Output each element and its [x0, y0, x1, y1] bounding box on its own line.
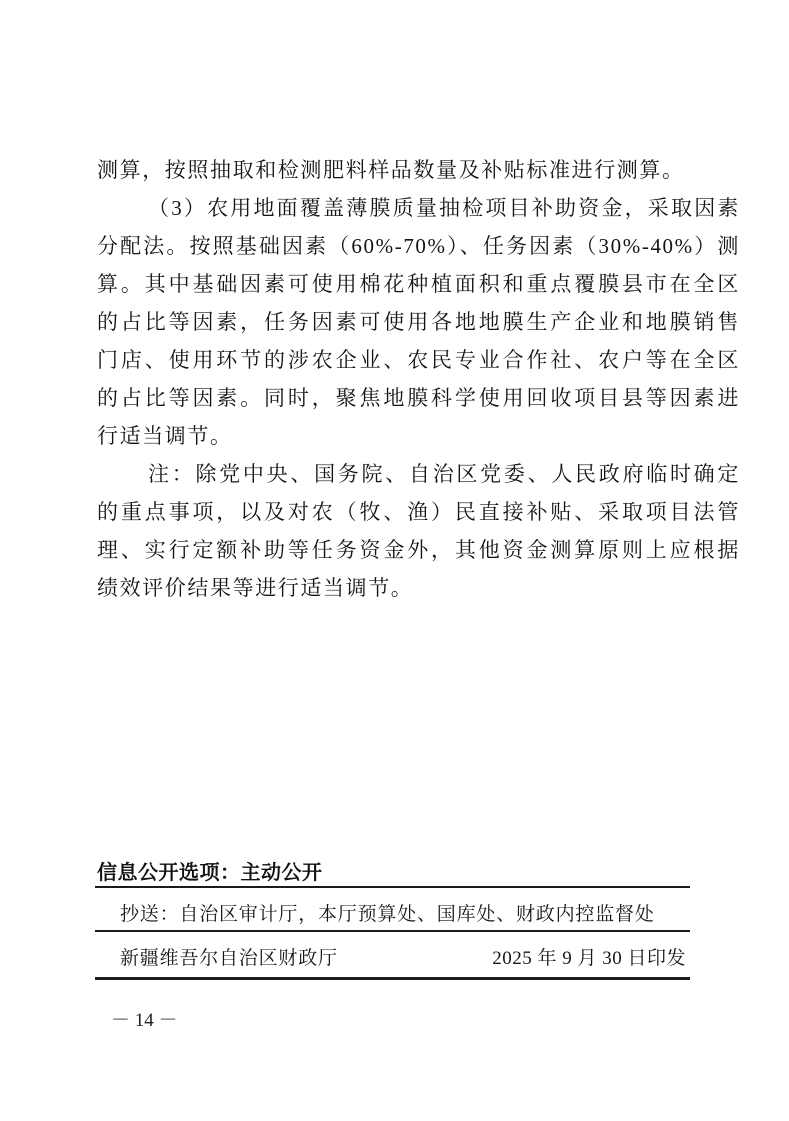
page-number: － 14 －: [111, 1010, 178, 1031]
body-line: 注：除党中央、国务院、自治区党委、人民政府临时确定: [148, 462, 740, 486]
issuer-row: [120, 945, 686, 972]
body-line: 理、实行定额补助等任务资金外，其他资金测算原则上应根据: [97, 538, 740, 562]
body-line: 的重点事项，以及对农（牧、渔）民直接补贴、采取项目法管: [97, 500, 740, 524]
cc-list: 抄送：自治区审计厅，本厅预算处、国库处、财政内控监督处: [120, 904, 655, 925]
document-body: [97, 151, 740, 607]
body-line: 行适当调节。: [97, 424, 233, 448]
disclosure-option-label: 信息公开选项：主动公开: [97, 862, 323, 884]
print-date: 2025 年 9 月 30 日印发: [492, 948, 686, 969]
body-line: 测算，按照抽取和检测肥料样品数量及补贴标准进行测算。: [97, 158, 685, 182]
body-line: 绩效评价结果等进行适当调节。: [97, 576, 414, 600]
body-line: 的占比等因素。同时，聚焦地膜科学使用回收项目县等因素进: [97, 386, 740, 410]
divider-rule-top: [95, 886, 690, 888]
body-line: 的占比等因素，任务因素可使用各地地膜生产企业和地膜销售: [97, 310, 740, 334]
body-line: （3）农用地面覆盖薄膜质量抽检项目补助资金，采取因素: [148, 196, 740, 220]
divider-rule-bottom: [95, 977, 690, 980]
body-line: 分配法。按照基础因素（60%-70%）、任务因素（30%-40%）测: [97, 234, 740, 258]
divider-rule-middle: [95, 930, 690, 932]
body-line: 门店、使用环节的涉农企业、农民专业合作社、农户等在全区: [97, 348, 740, 372]
issuing-agency: 新疆维吾尔自治区财政厅: [120, 948, 338, 969]
body-line: 算。其中基础因素可使用棉花种植面积和重点覆膜县市在全区: [97, 272, 740, 296]
